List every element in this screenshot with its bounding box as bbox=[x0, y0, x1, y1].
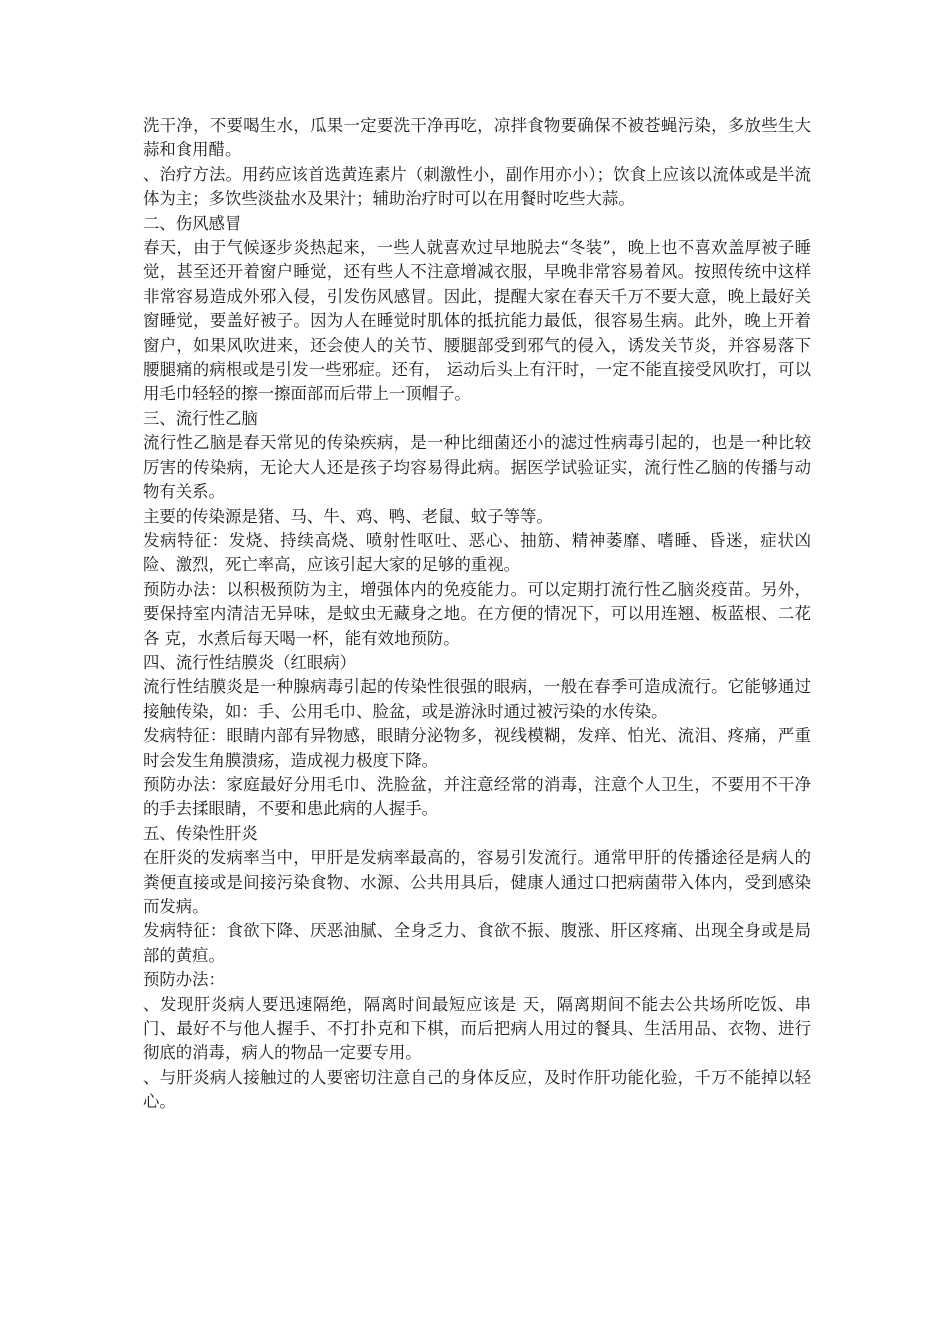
heading-encephalitis: 三、流行性乙脑 bbox=[143, 408, 258, 428]
paragraph-conjunctivitis-symptoms: 发病特征：眼睛内部有异物感，眼睛分泌物多，视线模糊，发痒、怕光、流泪、疼痛，严重时会发生角膜溃疡，造成视力极度下降。 bbox=[143, 726, 811, 770]
paragraph-hepatitis-symptoms: 发病特征：食欲下降、厌恶油腻、全身乏力、食欲不振、腹涨、肝区疼痛、出现全身或是局部的黄疸。 bbox=[143, 921, 811, 965]
paragraph-conjunctivitis-prevention: 预防办法：家庭最好分用毛巾、洗脸盆，并注意经常的消毒，注意个人卫生，不要用不干净的手去揉眼睛，不要和患此病的人握手。 bbox=[143, 774, 811, 819]
paragraph-common-cold: 春天，由于气候逐步炎热起来，一些人就喜欢过早地脱去“冬装”，晚上也不喜欢盖厚被子睡觉，甚至还开着窗户睡觉，还有些人不注意增减衣服，早晚非常容易着风。按照传统中这样非常容易造成外邪入侵，引发伤风感冒。因此，提醒大家在春天千万不要大意，晚上最好关窗睡觉，要盖好被子。因为人在睡觉时肌体的抵抗能力最低，很容易生病。此外，晚上开着窗户，如果风吹进来，还会使人的关节、腰腿部受到邪气的侵入，诱发关节炎，并容易落下腰腿痛的病根或是引发一些邪症。还有， 运动后头上有汗时，一定不能直接受风吹打，可以用毛巾轻轻的擦一擦面部而后带上一顶帽子。 bbox=[143, 238, 811, 404]
paragraph-encephalitis-symptoms: 发病特征：发烧、持续高烧、喷射性呕吐、恶心、抽筋、精神萎靡、嗜睡、昏迷，症状凶险、激烈，死亡率高，应该引起大家的足够的重视。 bbox=[143, 530, 811, 575]
paragraph-hepatitis-prevention-2: 、与肝炎病人接触过的人要密切注意自己的身体反应，及时作肝功能化验，千万不能掉以轻心。 bbox=[143, 1067, 811, 1112]
paragraph-hepatitis-prevention-1: 、发现肝炎病人要迅速隔绝，隔离时间最短应该是 天，隔离期间不能去公共场所吃饭、串门、最好不与他人握手、不打扑克和下棋，而后把病人用过的餐具、生活用品、衣物、进行彻底的消毒，病人的物品一定要专用。 bbox=[143, 994, 811, 1063]
paragraph-hepatitis-intro: 在肝炎的发病率当中，甲肝是发病率最高的，容易引发流行。通常甲肝的传播途径是病人的粪便直接或是间接污染食物、水源、公共用具后，健康人通过口把病菌带入体内，受到感染而发病。 bbox=[143, 848, 811, 916]
paragraph-dysentery-treatment: 、治疗方法。用药应该首选黄连素片（刺激性小，副作用亦小）；饮食上应该以流体或是半流体为主；多饮些淡盐水及果汁；辅助治疗时可以在用餐时吃些大蒜。 bbox=[143, 164, 811, 209]
paragraph-encephalitis-prevention: 预防办法：以积极预防为主，增强体内的免疫能力。可以定期打流行性乙脑炎疫苗。另外，要保持室内清洁无异味，是蚊虫无藏身之地。在方便的情况下，可以用连翘、板蓝根、二花各 克，水煮后每天喝一杯，能有效地预防。 bbox=[143, 579, 811, 648]
paragraph-dysentery-prevention-cont: 洗干净，不要喝生水，瓜果一定要洗干净再吃，凉拌食物要确保不被苍蝇污染，多放些生大蒜和食用醋。 bbox=[143, 116, 811, 160]
document-body bbox=[143, 114, 811, 1115]
paragraph-conjunctivitis-intro: 流行性结膜炎是一种腺病毒引起的传染性很强的眼病，一般在春季可造成流行。它能够通过接触传染，如：手、公用毛巾、脸盆，或是游泳时通过被污染的水传染。 bbox=[143, 677, 811, 721]
paragraph-encephalitis-source: 主要的传染源是猪、马、牛、鸡、鸭、老鼠、蚊子等等。 bbox=[143, 506, 553, 526]
heading-conjunctivitis: 四、流行性结膜炎（红眼病） bbox=[143, 652, 357, 672]
paragraph-encephalitis-intro: 流行性乙脑是春天常见的传染疾病，是一种比细菌还小的滤过性病毒引起的，也是一种比较厉害的传染病，无论大人还是孩子均容易得此病。据医学试验证实，流行性乙脑的传播与动物有关系。 bbox=[143, 433, 811, 502]
paragraph-hepatitis-prevention-label: 预防办法： bbox=[143, 970, 225, 990]
heading-hepatitis: 五、传染性肝炎 bbox=[143, 823, 258, 843]
heading-common-cold: 二、伤风感冒 bbox=[143, 213, 242, 233]
